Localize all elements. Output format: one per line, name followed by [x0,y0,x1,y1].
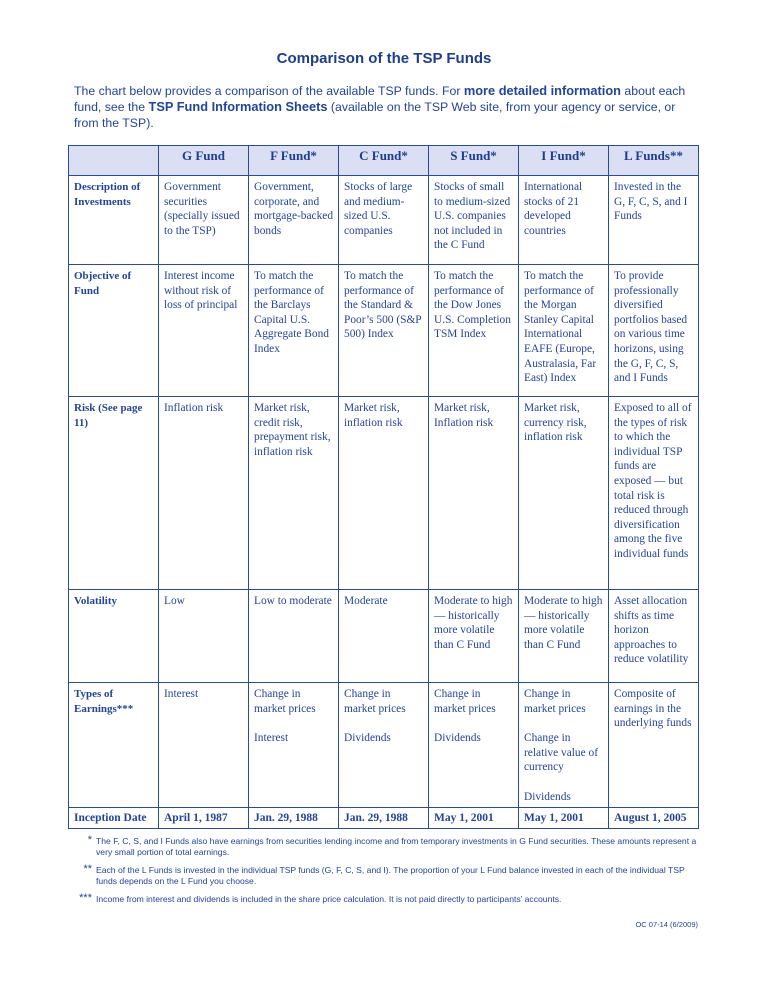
table-row-inception [69,807,699,828]
table-cell [159,590,249,683]
table-row-volatility [69,590,699,683]
table-cell [519,397,609,590]
cell-text: Market risk, inflation risk [344,402,403,429]
footnote-text: The F, C, S, and I Funds also have earnings from securities lending income and from temporary investments in G Fund securities. These amounts represent a very small portion of total earnings. [96,836,697,857]
header-l-funds: L Funds** [609,146,699,176]
table-cell [609,176,699,265]
table-cell [339,397,429,590]
table-cell [249,683,339,808]
cell-text: Dividends [434,732,481,745]
cell-text: Change in market prices [524,688,586,715]
cell-text: International stocks of 21 developed countries [524,181,583,237]
table-cell [519,176,609,265]
cell-text: Interest [254,732,289,745]
form-code: OC 07-14 (6/2009) [635,920,698,929]
inception-date: April 1, 1987 [159,807,249,828]
inception-date: May 1, 2001 [519,807,609,828]
table-cell [249,265,339,397]
table-cell [609,265,699,397]
table-cell [519,590,609,683]
row-label: Inception Date [69,807,159,828]
table-cell [339,590,429,683]
table-cell [249,590,339,683]
row-label: Types of Earnings*** [69,683,159,808]
table-cell [159,265,249,397]
table-row-objective [69,265,699,397]
row-label: Objective of Fund [69,265,159,397]
intro-text-2: about each fund, see the [74,84,686,114]
footnote [74,894,704,905]
table-cell [519,683,609,808]
table-cell [159,683,249,808]
row-label: Risk (See page 11) [69,397,159,590]
table-cell [609,683,699,808]
table-cell [249,176,339,265]
cell-text: To match the performance of the Standard & Poor’s 500 (S&P 500) Index [344,270,422,341]
footnote-mark: * [87,834,92,846]
inception-date: Jan. 29, 1988 [249,807,339,828]
cell-text: Change in market prices [434,688,496,715]
cell-text: To provide professionally diversified portfolios based on various time horizons, using the G, F, C, S, and I Funds [614,270,688,385]
table-cell [609,590,699,683]
inception-date: May 1, 2001 [429,807,519,828]
header-g-fund: G Fund [159,146,249,176]
cell-text: Low to moderate [254,595,332,607]
header-c-fund: C Fund* [339,146,429,176]
intro-paragraph [74,83,696,131]
table-cell [429,590,519,683]
footnote [74,865,704,887]
cell-text: To match the performance of the Barclays Capital U.S. Aggregate Bond Index [254,270,329,355]
cell-text: Low [164,595,185,607]
header-f-fund: F Fund* [249,146,339,176]
fund-comparison-table [68,145,699,829]
table-cell [339,683,429,808]
row-label: Volatility [69,590,159,683]
table-cell [429,265,519,397]
cell-text: Change in market prices [254,688,316,715]
header-s-fund: S Fund* [429,146,519,176]
cell-text: Dividends [524,790,571,803]
footnotes [74,836,704,912]
cell-text: Government, corporate, and mortgage-backed bonds [254,181,334,237]
cell-text: Change in market prices [344,688,406,715]
header-blank [69,146,159,176]
cell-text: Market risk, currency risk, inflation risk [524,402,587,444]
cell-text: To match the performance of the Morgan Stanley Capital International EAFE (Europe, Australasia, Far East) Index [524,270,597,385]
table-row-description [69,176,699,265]
cell-text: Exposed to all of the types of risk to which the individual TSP funds are exposed — but total risk is reduced through diversification among the five individual funds [614,402,692,560]
intro-emphasis-2: TSP Fund Information Sheets [148,99,328,114]
cell-text: Moderate [344,595,388,607]
cell-text: Moderate to high — historically more volatile than C Fund [434,595,513,651]
row-label: Description of Investments [69,176,159,265]
cell-text: Composite of earnings in the underlying funds [614,688,692,730]
cell-text: Market risk, credit risk, prepayment risk, inflation risk [254,402,331,458]
cell-text: Asset allocation shifts as time horizon approaches to reduce volatility [614,595,689,666]
cell-text: To match the performance of the Dow Jones U.S. Completion TSM Index [434,270,511,341]
table-row-earnings [69,683,699,808]
cell-text: Interest [164,688,199,700]
table-cell [429,176,519,265]
table-header-row [69,146,699,176]
table-cell [429,397,519,590]
table-cell [429,683,519,808]
intro-text-3: (available on the TSP Web site, from your agency or service, or from the TSP). [74,100,676,130]
cell-text: Change in relative value of currency [524,732,599,774]
page-title: Comparison of the TSP Funds [276,50,492,67]
table-cell [339,176,429,265]
cell-text: Inflation risk [164,402,224,414]
footnote-mark: *** [79,892,92,904]
footnote [74,836,704,858]
table-cell [159,397,249,590]
footnote-mark: ** [83,863,92,875]
intro-text-1: The chart below provides a comparison of the available TSP funds. For [74,84,464,98]
cell-text: Dividends [344,732,391,745]
footnote-text: Income from interest and dividends is included in the share price calculation. It is not paid directly to participants’ accounts. [96,894,562,904]
cell-text: Moderate to high — historically more volatile than C Fund [524,595,603,651]
footnote-text: Each of the L Funds is invested in the individual TSP funds (G, F, C, S, and I). The proportion of your L Fund balance invested in each of the individual TSP funds depends on the L Fund you choose. [96,865,685,886]
cell-text: Interest income without risk of loss of principal [164,270,238,312]
cell-text: Stocks of large and medium-sized U.S. companies [344,181,413,237]
table-cell [159,176,249,265]
table-cell [519,265,609,397]
table-cell [609,397,699,590]
table-cell [339,265,429,397]
intro-emphasis-1: more detailed information [463,83,621,98]
header-i-fund: I Fund* [519,146,609,176]
inception-date: Jan. 29, 1988 [339,807,429,828]
table-row-risk [69,397,699,590]
cell-text: Stocks of small to medium-sized U.S. companies not included in the C Fund [434,181,511,252]
table-cell [249,397,339,590]
inception-date: August 1, 2005 [609,807,699,828]
cell-text: Invested in the G, F, C, S, and I Funds [614,181,688,223]
cell-text: Government securities (specially issued to the TSP) [164,181,240,237]
cell-text: Market risk, Inflation risk [434,402,494,429]
